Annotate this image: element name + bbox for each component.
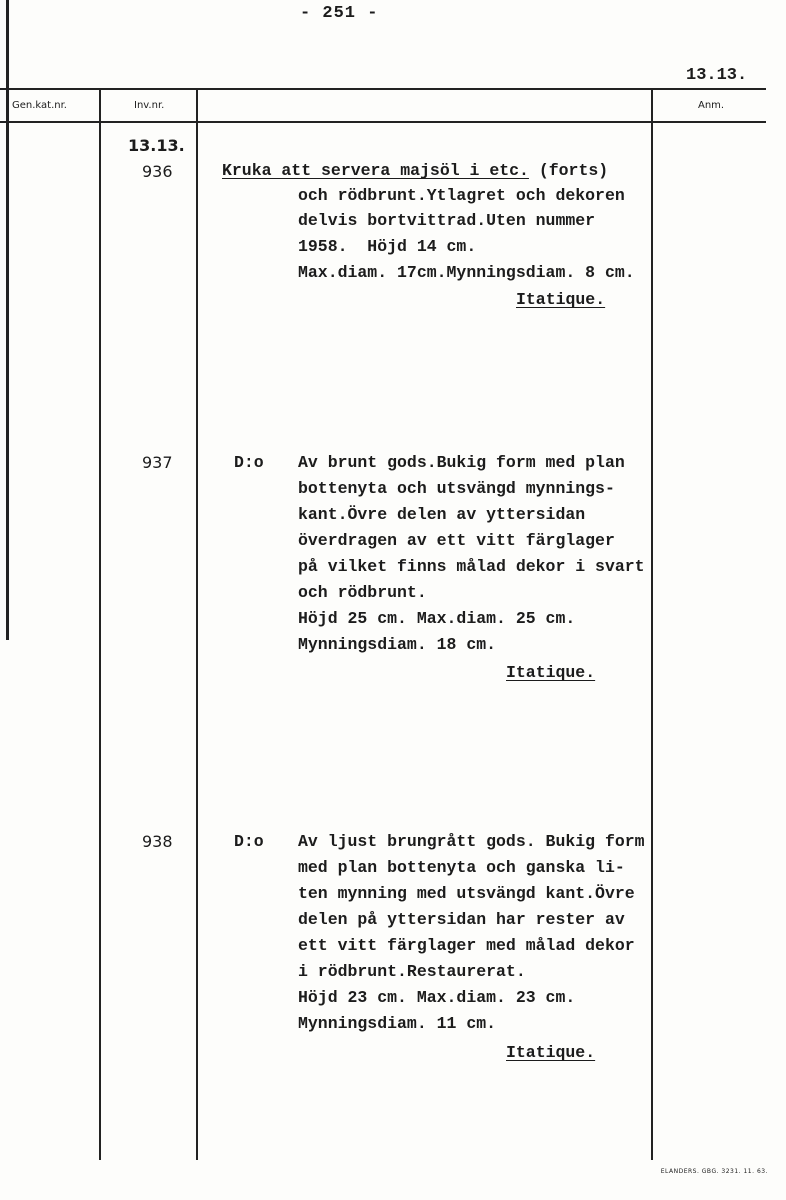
column-divider-3 [651,90,653,1160]
entry-937-line-7: Höjd 25 cm. Max.diam. 25 cm. [298,609,576,628]
top-reference: 13.13. [686,66,748,85]
printer-footer: ELANDERS. GBG. 3231. 11. 63. [660,1168,768,1175]
entry-936-line-4: Max.diam. 17cm.Mynningsdiam. 8 cm. [298,263,635,282]
inv-number-938: 938 [142,832,173,851]
entry-936-title [222,158,608,184]
column-divider-1 [99,90,101,1160]
header-anm: Anm. [698,100,725,111]
entry-936-line-3: 1958. Höjd 14 cm. [298,237,477,256]
entry-936-line-1: och rödbrunt.Ytlagret och dekoren [298,186,625,205]
header-gen-kat-nr: Gen.kat.nr. [12,100,67,111]
entry-938-line-1: Av ljust brungrått gods. Bukig form [298,832,645,851]
entry-title-suffix: (forts) [528,161,609,180]
inv-number-937: 937 [142,453,173,472]
entry-938-ditto: D:o [234,832,264,851]
page-number: - 251 - [300,4,379,23]
section-reference: 13.13. [128,136,185,155]
entry-938-line-7: Höjd 23 cm. Max.diam. 23 cm. [298,988,576,1007]
left-margin-rule [6,0,9,640]
entry-937-line-4: överdragen av ett vitt färglager [298,531,615,550]
entry-937-line-2: bottenyta och utsvängd mynnings- [298,479,615,498]
entry-938-line-4: delen på yttersidan har rester av [298,910,625,929]
entry-938-line-8: Mynningsdiam. 11 cm. [298,1014,497,1033]
entry-938-line-2: med plan bottenyta och ganska li- [298,858,625,877]
entry-938-line-3: ten mynning med utsvängd kant.Övre [298,884,635,903]
entry-937-source: Itatique. [506,663,596,682]
entry-938-source: Itatique. [506,1043,596,1062]
entry-938-line-5: ett vitt färglager med målad dekor [298,936,635,955]
entry-937-line-3: kant.Övre delen av yttersidan [298,505,586,524]
entry-938-line-6: i rödbrunt.Restaurerat. [298,962,526,981]
entry-937-line-5: på vilket finns målad dekor i svart [298,557,645,576]
entry-936-source: Itatique. [516,290,606,309]
inv-number-936: 936 [142,162,173,181]
entry-936-line-2: delvis bortvittrad.Uten nummer [298,211,596,230]
entry-937-line-8: Mynningsdiam. 18 cm. [298,635,497,654]
header-inv-nr: Inv.nr. [134,100,165,111]
entry-937-ditto: D:o [234,453,264,472]
entry-937-line-6: och rödbrunt. [298,583,427,602]
column-divider-2 [196,90,198,1160]
entry-title: Kruka att servera majsöl i etc. [222,161,529,180]
entry-937-line-1: Av brunt gods.Bukig form med plan [298,453,625,472]
